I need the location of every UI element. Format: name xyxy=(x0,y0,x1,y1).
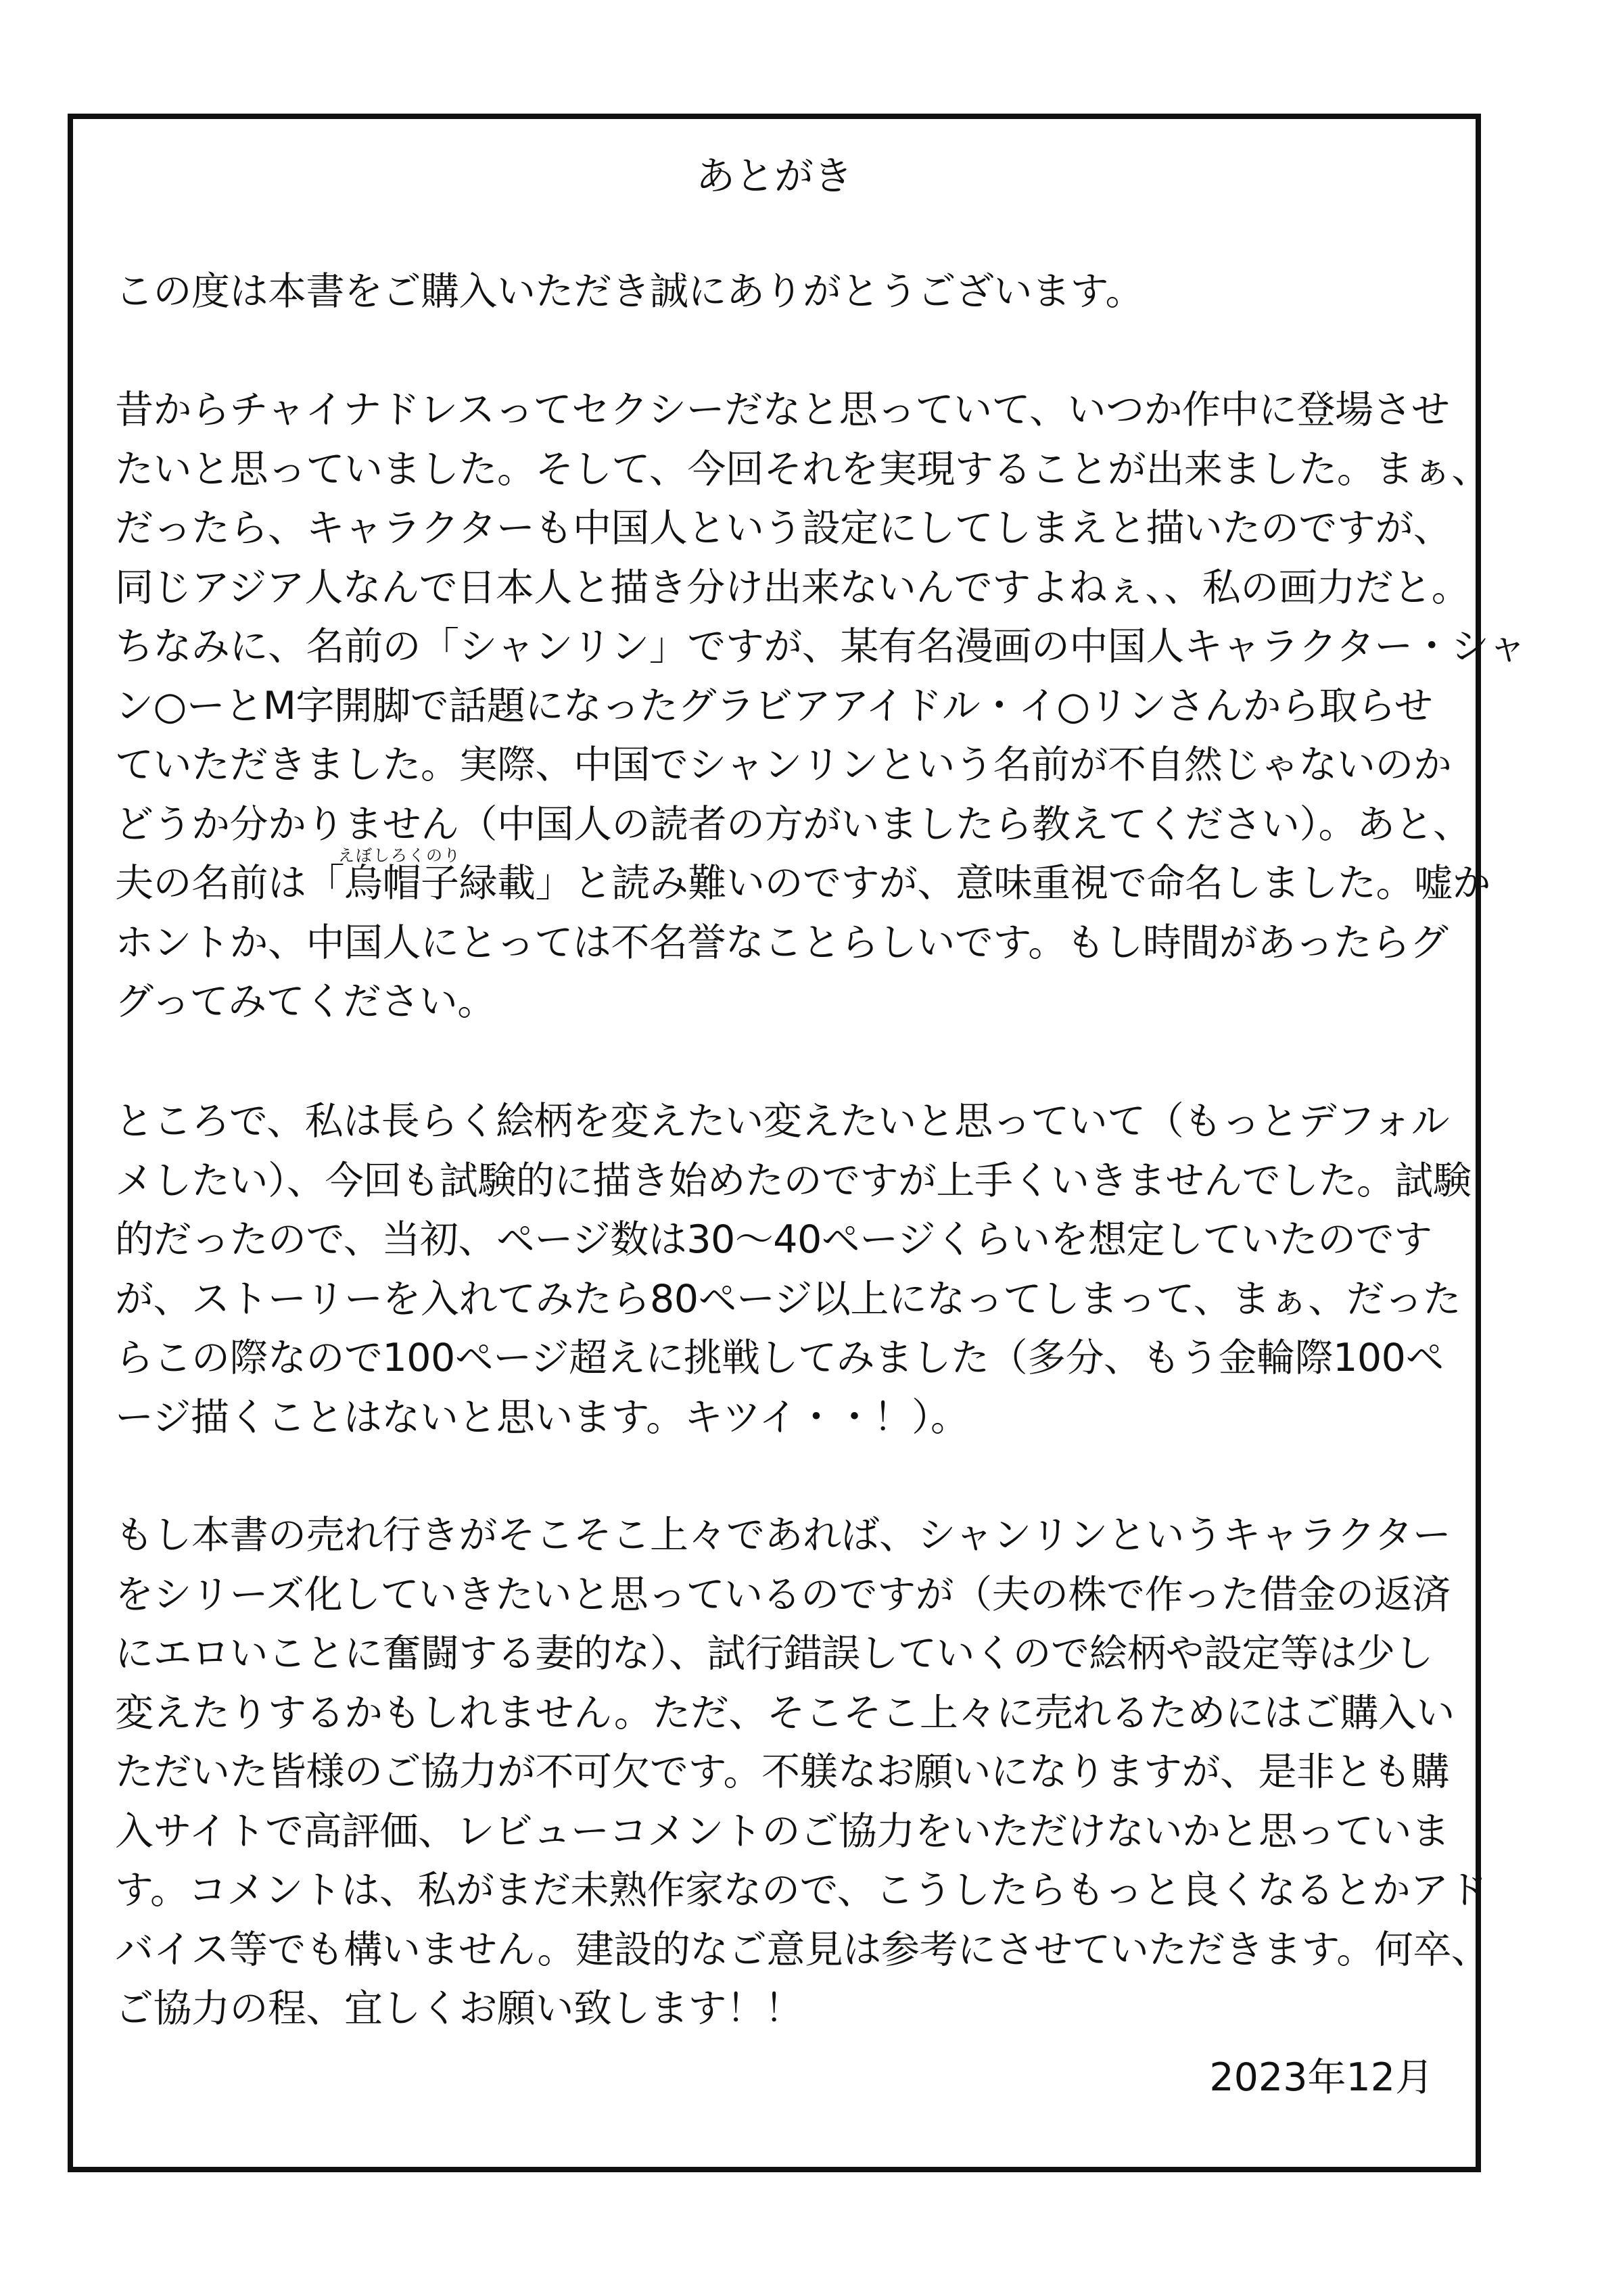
text-line: この度は本書をご購入いただき誠にありがとうございます。 xyxy=(115,269,1144,314)
text-line: 入サイトで高評価、レビューコメントのご協力をいただけないかと思っていま xyxy=(115,1808,1450,1854)
furigana-reading: えぼしろくのり xyxy=(338,846,461,865)
paragraph-1 xyxy=(115,262,1440,322)
text-line: 夫の名前は「烏帽子緑載」と読み難いのですが、意味重視で命名しました。嘘か xyxy=(115,861,1490,906)
text-line: す。コメントは、私がまだ未熟作家なので、こうしたらもっと良くなるとかアド xyxy=(115,1868,1487,1913)
text-line: グってみてください。 xyxy=(115,979,496,1024)
text-line: メしたい）、今回も試験的に描き始めたのですが上手くいきませんでした。試験 xyxy=(115,1158,1472,1203)
text-line: 同じアジア人なんで日本人と描き分け出来ないんですよねぇ、、私の画力だと。 xyxy=(115,565,1470,610)
text-line: らこの際なので100ページ超えに挑戦してみました（多分、もう金輪際100ペ xyxy=(115,1336,1444,1380)
text-line: ただいた皆様のご協力が不可欠です。不躾なお願いになりますが、是非とも購 xyxy=(115,1750,1449,1794)
text-line: 昔からチャイナドレスってセクシーだなと思っていて、いつか作中に登場させ xyxy=(115,388,1450,432)
text-line: ところで、私は長らく絵柄を変えたい変えたいと思っていて（もっとデフォル xyxy=(115,1099,1449,1144)
text-line: もし本書の売れ行きがそこそこ上々であれば、シャンリンというキャラクター xyxy=(115,1513,1451,1557)
ruby-text-line xyxy=(115,846,1490,914)
text-line: 的だったので、当初、ページ数は30〜40ページくらいを想定していたのです xyxy=(115,1217,1432,1262)
text-line: ホントか、中国人にとっては不名誉なことらしいです。もし時間があったらグ xyxy=(115,920,1449,965)
afterword-frame xyxy=(68,114,1527,2172)
text-line: ていただきました。実際、中国でシャンリンという名前が不自然じゃないのか xyxy=(115,743,1452,787)
page-title: あとがき xyxy=(695,153,853,199)
paragraph-3 xyxy=(115,1092,1472,1447)
text-line: ージ描くことはないと思います。キツイ・・！）。 xyxy=(115,1395,969,1440)
text-line: が、ストーリーを入れてみたら80ページ以上になってしまって、まぁ、だった xyxy=(115,1276,1461,1321)
text-line: ちなみに、名前の「シャンリン」ですが、某有名漫画の中国人キャラクター・シャ xyxy=(115,624,1527,669)
text-line: ン○ーとM字開脚で話題になったグラビアアイドル・イ○リンさんから取らせ xyxy=(115,683,1433,728)
text-line: にエロいことに奮闘する妻的な）、試行錯誤していくので絵柄や設定等は少し xyxy=(115,1631,1433,1676)
text-line: ご協力の程、宜しくお願い致します！！ xyxy=(115,1986,803,2031)
paragraph-4 xyxy=(115,1506,1490,2039)
paragraph-2 xyxy=(115,381,1527,1032)
date-label: 2023年12月 xyxy=(1209,2055,1434,2100)
text-line: だったら、キャラクターも中国人という設定にしてしまえと描いたのですが、 xyxy=(115,506,1452,550)
text-line: 変えたりするかもしれません。ただ、そこそこ上々に売れるためにはご購入い xyxy=(115,1690,1455,1735)
text-line: バイス等でも構いません。建設的なご意見は参考にさせていただきます。何卒、 xyxy=(115,1927,1490,1972)
text-line: たいと思っていました。そして、今回それを実現することが出来ました。まぁ、 xyxy=(115,446,1490,492)
text-line: どうか分かりません（中国人の読者の方がいましたら教えてください）。あと、 xyxy=(115,801,1472,847)
text-line: をシリーズ化していきたいと思っているのですが（夫の株で作った借金の返済 xyxy=(115,1572,1451,1617)
